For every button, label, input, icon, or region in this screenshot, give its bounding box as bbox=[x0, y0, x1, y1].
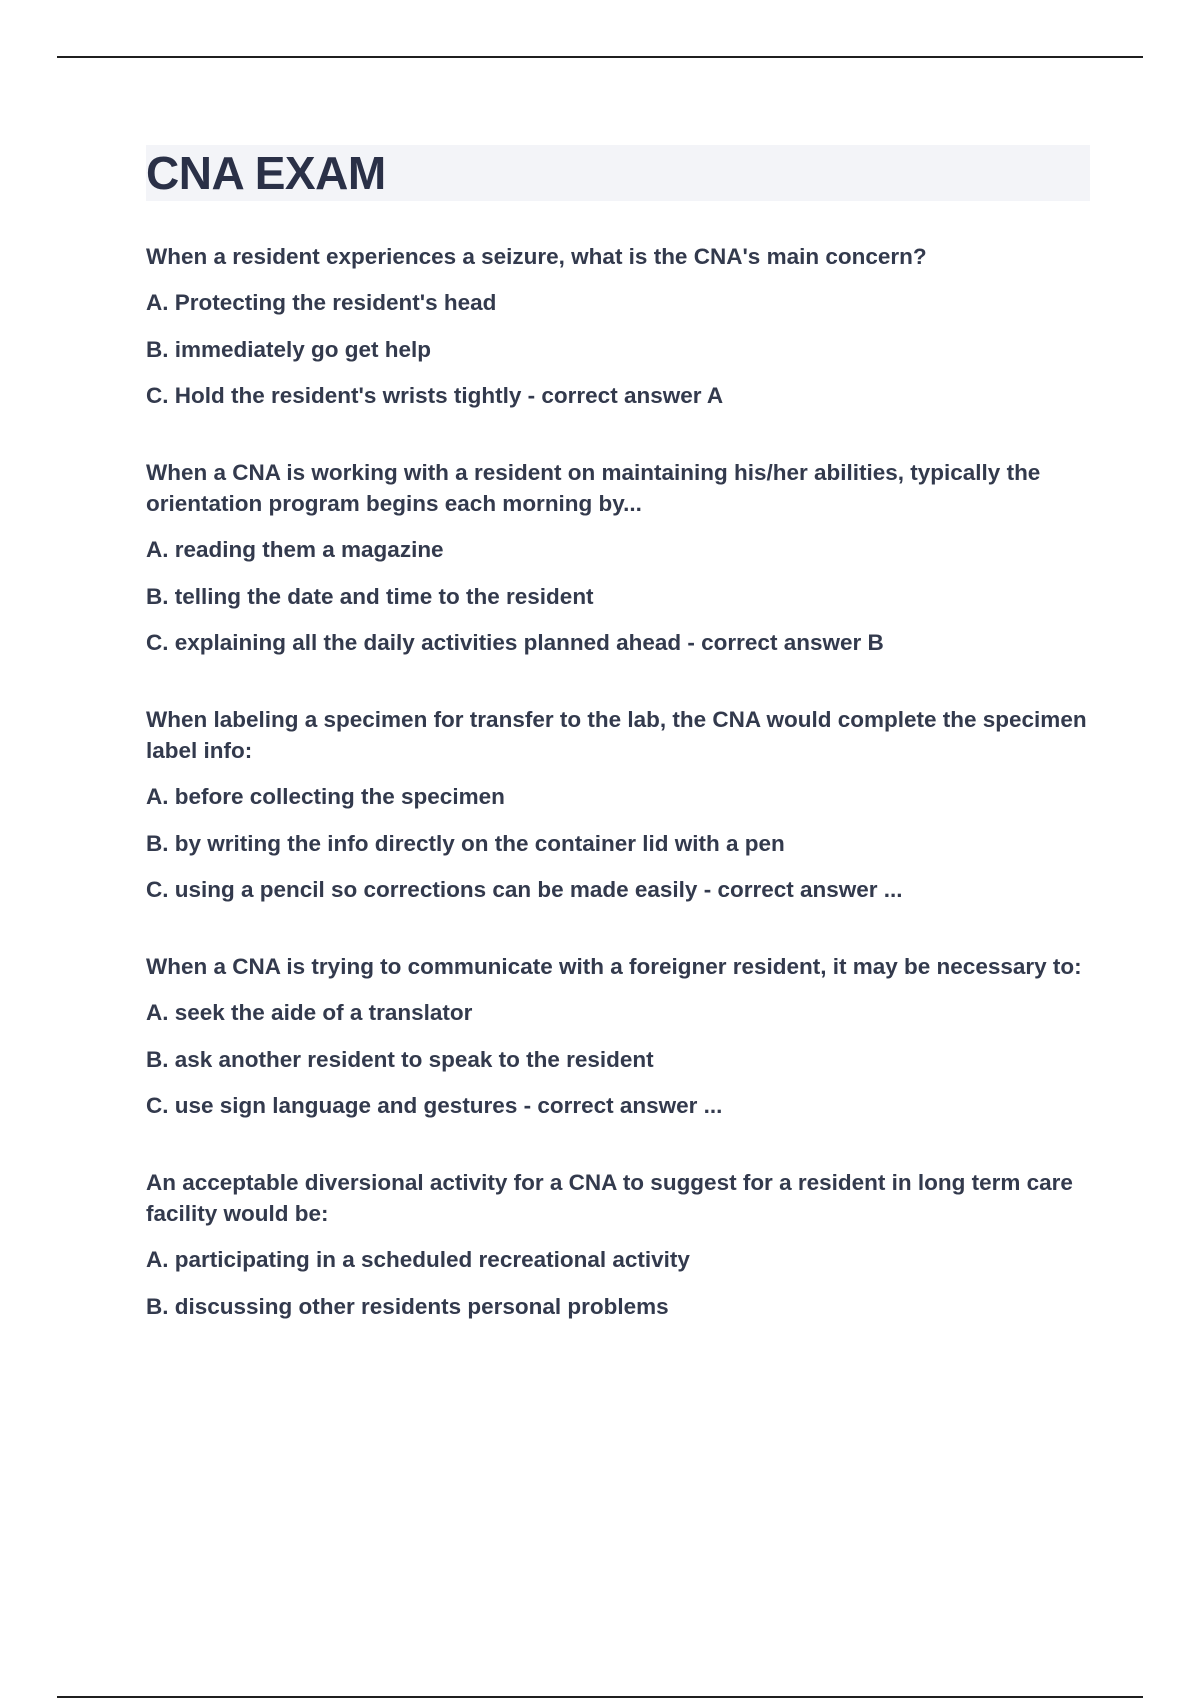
question-text: An acceptable diversional activity for a CNA to suggest for a resident in long term care facility would be: bbox=[146, 1170, 1073, 1226]
question-text: When labeling a specimen for transfer to the lab, the CNA would complete the specimen label info: bbox=[146, 707, 1087, 763]
answer-option-c: C. Hold the resident's wrists tightly - correct answer A bbox=[146, 383, 724, 408]
answer-option-b: B. telling the date and time to the resident bbox=[146, 583, 594, 609]
document-body bbox=[146, 145, 1090, 1368]
question-text: When a resident experiences a seizure, what is the CNA's main concern? bbox=[146, 244, 927, 269]
question-text: When a CNA is working with a resident on maintaining his/her abilities, typically the orientation program begins each morning by... bbox=[146, 460, 1041, 516]
answer-option-b: B. by writing the info directly on the container lid with a pen bbox=[146, 830, 785, 856]
answer-option-a: A. participating in a scheduled recreational activity bbox=[146, 1247, 690, 1272]
answer-option-a: A. Protecting the resident's head bbox=[146, 290, 497, 315]
page-title: CNA EXAM bbox=[146, 147, 386, 199]
question-block-3 bbox=[146, 704, 1090, 905]
question-block-4 bbox=[146, 951, 1090, 1121]
answer-option-c: C. using a pencil so corrections can be made easily - correct answer ... bbox=[146, 877, 903, 902]
answer-option-c: C. explaining all the daily activities planned ahead - correct answer B bbox=[146, 630, 884, 655]
answer-option-a: A. reading them a magazine bbox=[146, 537, 444, 562]
question-block-5 bbox=[146, 1167, 1090, 1322]
header-divider bbox=[57, 56, 1143, 58]
answer-option-c: C. use sign language and gestures - correct answer ... bbox=[146, 1093, 723, 1118]
question-text: When a CNA is trying to communicate with a foreigner resident, it may be necessary to: bbox=[146, 954, 1082, 979]
footer-divider bbox=[57, 1696, 1143, 1698]
answer-option-b: B. discussing other residents personal problems bbox=[146, 1293, 669, 1319]
answer-option-b: B. immediately go get help bbox=[146, 336, 432, 362]
answer-option-b: B. ask another resident to speak to the resident bbox=[146, 1046, 654, 1072]
question-block-2 bbox=[146, 457, 1090, 658]
title-band bbox=[146, 145, 1090, 201]
question-block-1 bbox=[146, 241, 1090, 411]
answer-option-a: A. seek the aide of a translator bbox=[146, 1000, 473, 1025]
answer-option-a: A. before collecting the specimen bbox=[146, 784, 505, 809]
